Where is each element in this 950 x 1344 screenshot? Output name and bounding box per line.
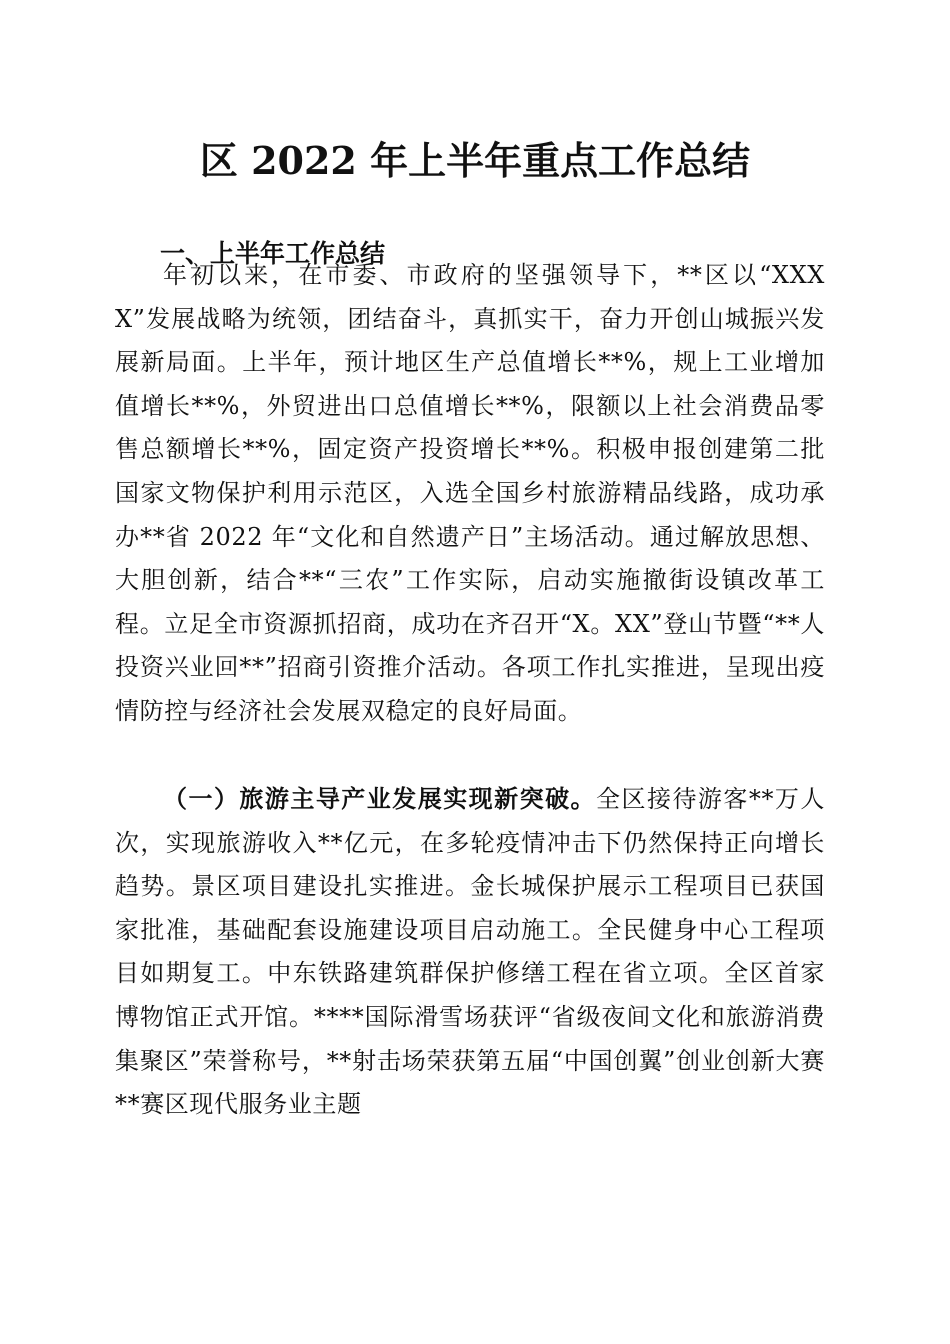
section-heading: 一、上半年工作总结 xyxy=(160,239,386,268)
paragraph-summary xyxy=(115,254,825,734)
paragraph-tourism xyxy=(115,777,825,1127)
document-title: 区 2022 年上半年重点工作总结 xyxy=(199,138,751,183)
subsection-body: 全区接待游客**万人次，实现旅游收入**亿元，在多轮疫情冲击下仍然保持正向增长趋势。景区项目建设扎实推进。金长城保护展示工程项目已获国家批准，基础配套设施建设项目启动施工。全民健身中心工程项目如期复工。中东铁路建筑群保护修缮工程在省立项。全区首家博物馆正式开馆。****国际滑雪场获评“省级夜间文化和旅游消费集聚区”荣誉称号，**射击场荣获第五届“中国创翼”创业创新大赛**赛区现代服务业主题 xyxy=(115,785,826,1119)
subsection-heading: （一）旅游主导产业发展实现新突破。 xyxy=(163,784,597,813)
paragraph-summary-text: 年初以来，在市委、市政府的坚强领导下，**区以“XXXX”发展战略为统领，团结奋斗，真抓实干，奋力开创山城振兴发展新局面。上半年，预计地区生产总值增长**%，规上工业增加值增长**%，外贸进出口总值增长**%，限额以上社会消费品零售总额增长**%，固定资产投资增长**%。积极申报创建第二批国家文物保护利用示范区，入选全国乡村旅游精品线路，成功承办**省 2022 年“文化和自然遗产日”主场活动。通过解放思想、大胆创新，结合**“三农”工作实际，启动实施撤街设镇改革工程。立足全市资源抓招商，成功在齐召开“X。XX”登山节暨“**人投资兴业回**”招商引资推介活动。各项工作扎实推进，呈现出疫情防控与经济社会发展双稳定的良好局面。 xyxy=(115,261,825,725)
